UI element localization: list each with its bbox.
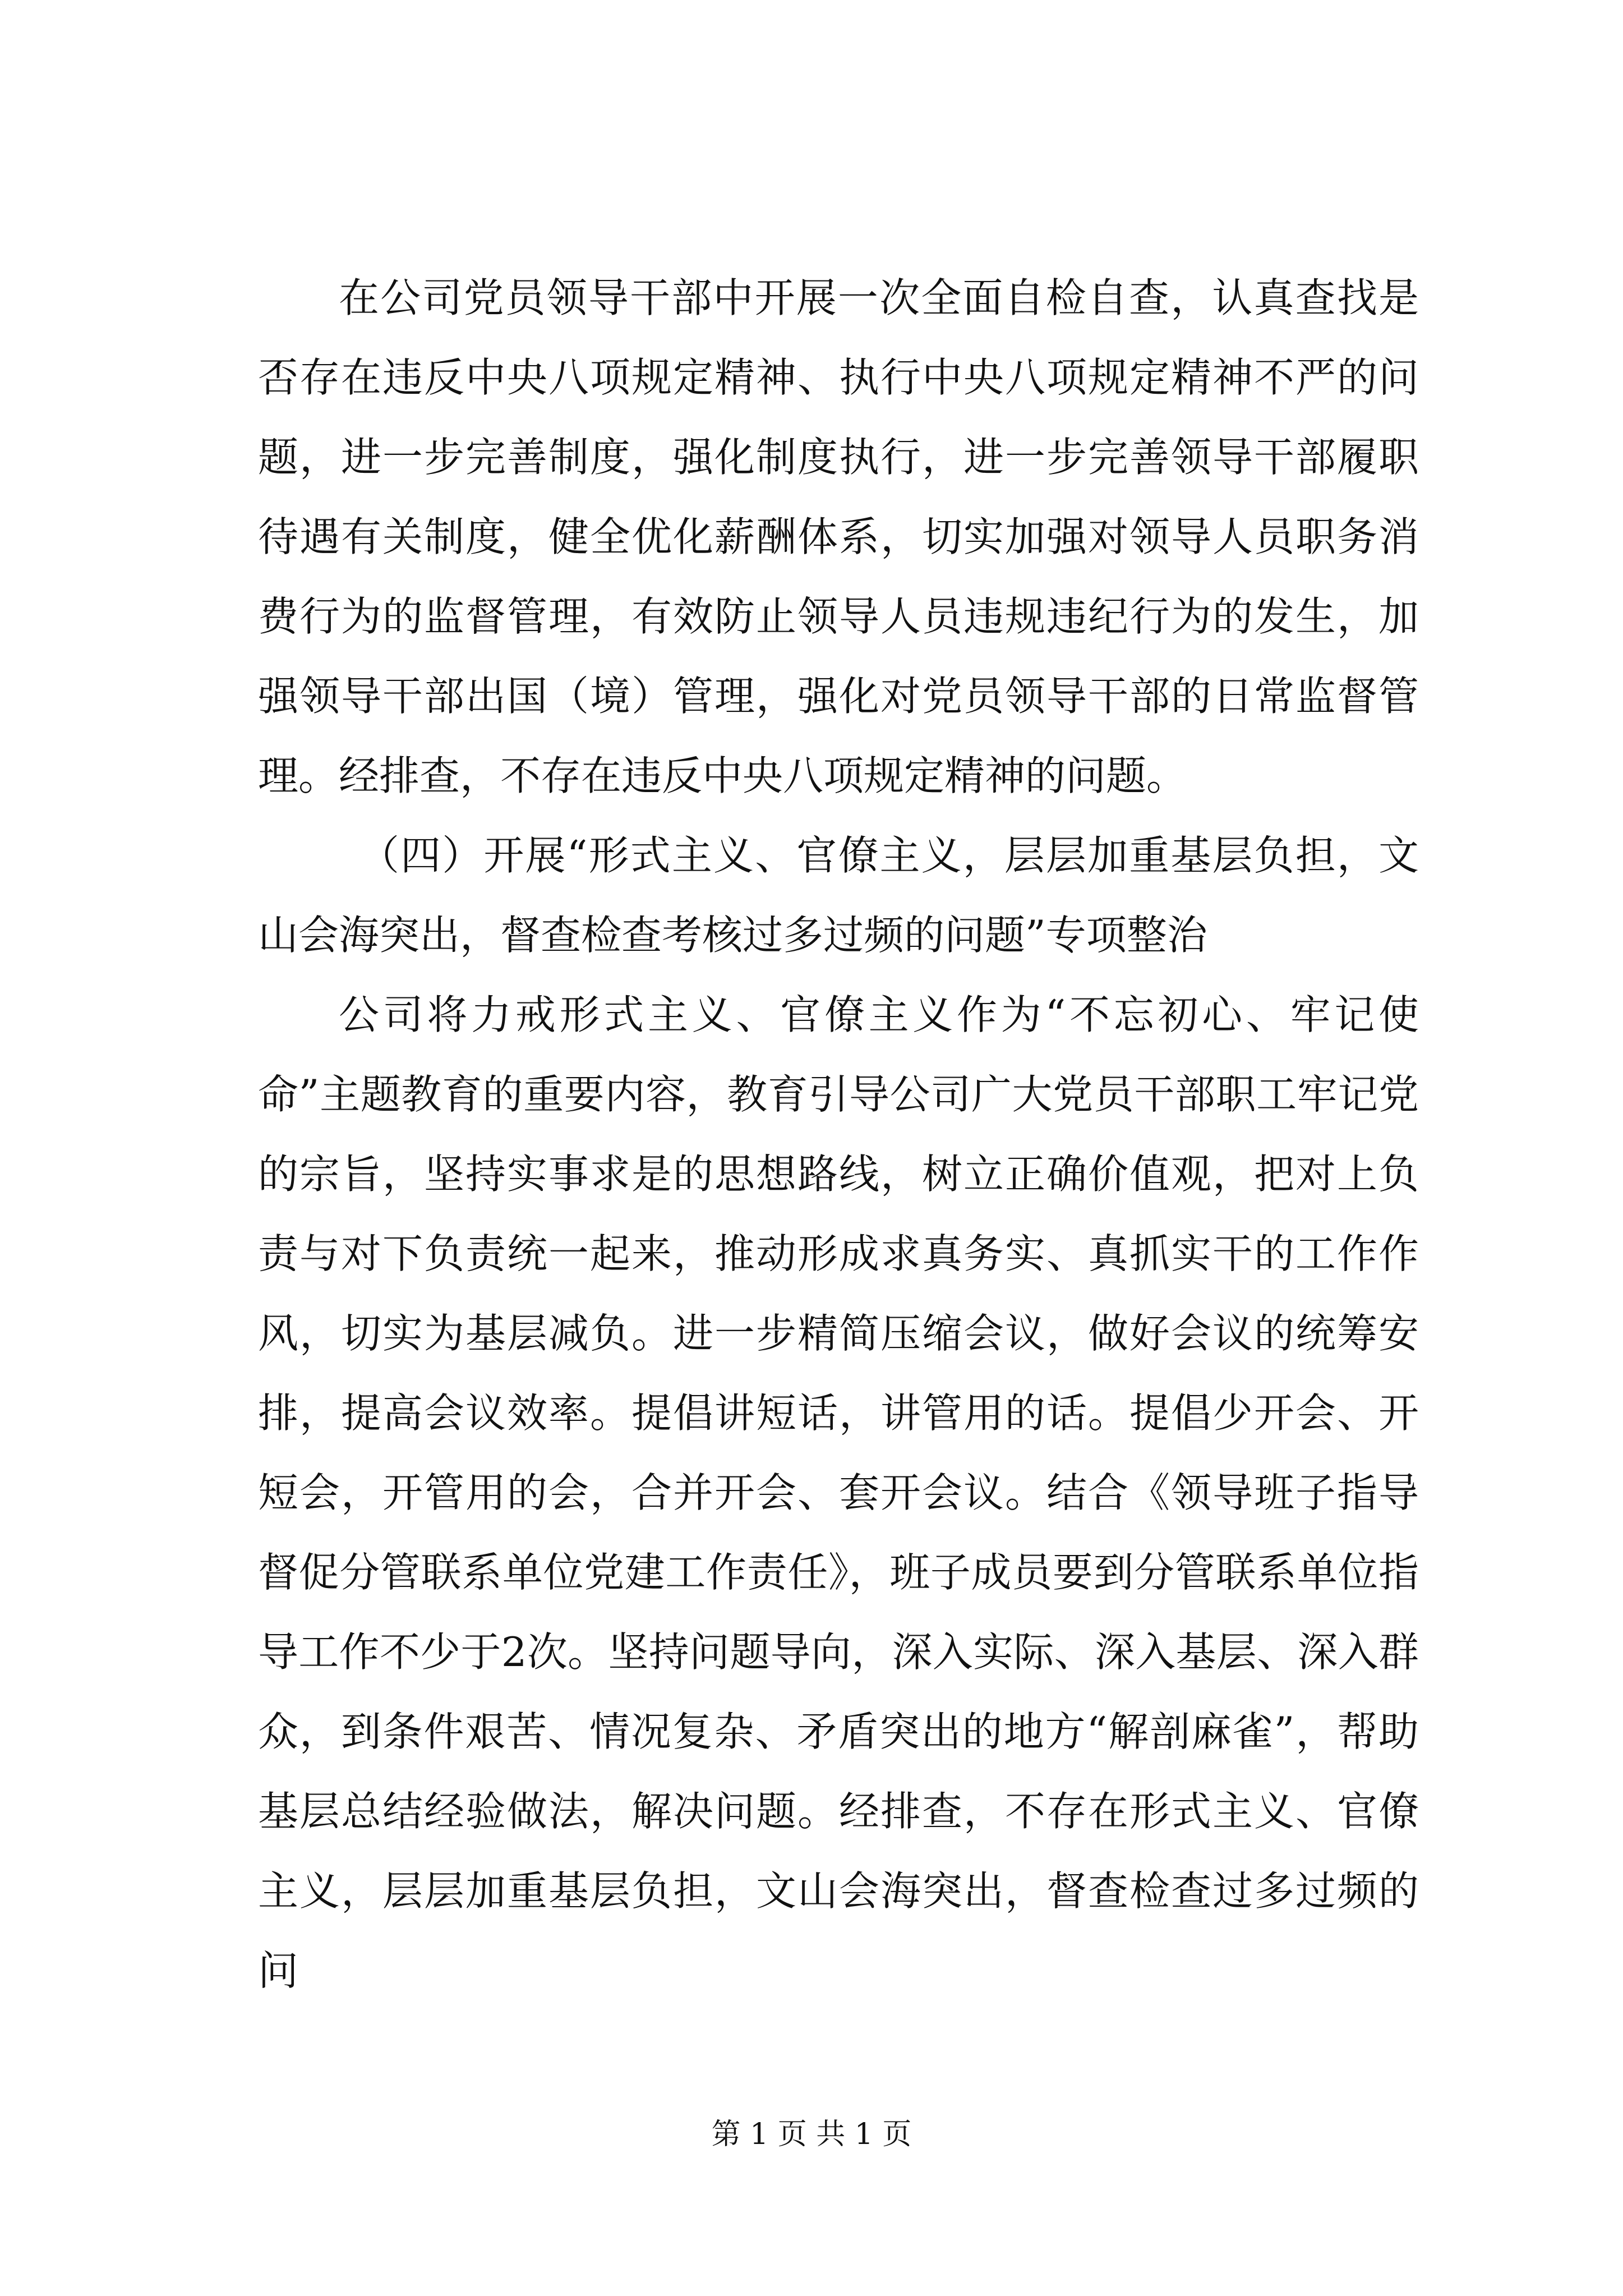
section-heading: （四）开展“形式主义、官僚主义，层层加重基层负担，文山会海突出，督查检查考核过多过频的问题”专项整治 bbox=[258, 832, 1419, 959]
document-body bbox=[258, 258, 1419, 2010]
body-paragraph: 公司将力戒形式主义、官僚主义作为“不忘初心、牢记使命”主题教育的重要内容，教育引导公司广大党员干部职工牢记党的宗旨，坚持实事求是的思想路线，树立正确价值观，把对上负责与对下负责统一起来，推动形成求真务实、真抓实干的工作作风，切实为基层减负。进一步精简压缩会议，做好会议的统筹安排，提高会议效率。提倡讲短话，讲管用的话。提倡少开会、开短会，开管用的会，合并开会、套开会议。结合《领导班子指导督促分管联系单位党建工作责任》，班子成员要到分管联系单位指导工作不少于2次。坚持问题导向，深入实际、深入基层、深入群众，到条件艰苦、情况复杂、矛盾突出的地方“解剖麻雀”，帮助基层总结经验做法，解决问题。经排查，不存在形式主义、官僚主义，层层加重基层负担，文山会海突出，督查检查过多过频的问 bbox=[258, 991, 1419, 1994]
body-paragraph: 在公司党员领导干部中开展一次全面自检自查，认真查找是否存在违反中央八项规定精神、执行中央八项规定精神不严的问题，进一步完善制度，强化制度执行，进一步完善领导干部履职待遇有关制度，健全优化薪酬体系，切实加强对领导人员职务消费行为的监督管理，有效防止领导人员违规违纪行为的发生，加强领导干部出国（境）管理，强化对党员领导干部的日常监督管理。经排查，不存在违反中央八项规定精神的问题。 bbox=[258, 274, 1419, 799]
page-footer: 第 1 页 共 1 页 bbox=[711, 2118, 912, 2151]
